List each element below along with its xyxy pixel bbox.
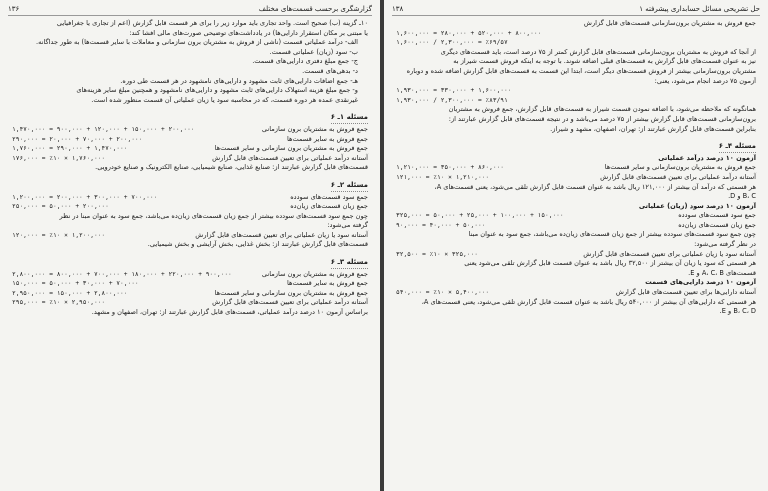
- text-line: آزمون ۷۵ درصد انجام می‌شود، یعنی:: [654, 76, 756, 85]
- formula: ۱,۹۳۰,۰۰۰ / ۲,۳۰۰,۰۰۰ = ٪۸۳/۹۱: [396, 96, 508, 104]
- text-line: چون جمع سود قسمت‌های سودده بیشتر از جمع زیان قسمت‌های زیان‌ده می‌باشد، جمع سود به عنوان مبنا: [468, 230, 756, 239]
- text-line: قسمت‌های قابل گزارش عبارتند از: صنایع غذایی، صنایع شیمیایی، صنایع الکترونیک و صنایع خودرویی.: [95, 163, 368, 172]
- calc-row: آستانه سود یا زیان عملیاتی برای تعیین قسمت‌های قابل گزارش ۱۲۰,۰۰۰ = ٪۱۰ × ۱,۲۰۰,۰۰۰: [12, 230, 368, 239]
- right-page-content: [396, 19, 756, 487]
- calc-row: جمع فروش به سایر قسمت‌ها ۲۹۰,۰۰۰ = ۲۰,۰۰۰ + ۷۰,۰۰۰ + ۲۰۰,۰۰۰: [12, 134, 368, 143]
- text-line: و- جمع مبلغ هزینه استهلاک دارایی‌های ثابت مشهود و دارایی‌های نامشهود و همچنین مبلغ سایر هزینه‌های: [76, 86, 358, 95]
- left-page-number: ۱۳۶: [8, 5, 20, 13]
- text-line: B، C، D و E.: [719, 307, 756, 316]
- formula: ۱,۶۰۰,۰۰۰ / ۲,۳۰۰,۰۰۰ = ٪۶۹/۵۷: [396, 39, 508, 47]
- text-line: هر قسمتی که دارایی‌های آن بیشتر از ۵۴۰,۰۰۰ ریال باشد به عنوان قسمت قابل گزارش تلقی می‌شود، یعنی قسمت‌های A،: [421, 297, 756, 306]
- test-heading: آزمون ۱۰ درصد درآمد عملیاتی: [658, 153, 756, 162]
- calc-row: جمع زیان قسمت‌های زیان‌ده ۹۰,۰۰۰ = ۴۰,۰۰۰ + ۵۰,۰۰۰: [396, 220, 756, 229]
- text-line: یا مبتنی بر مکان استقرار دارایی‌ها) در یادداشت‌های توضیحی صورت‌های مالی افشا کند:: [129, 28, 368, 37]
- text-line: ۱۰ـ گزینه (ب) صحیح است. واحد تجاری باید موارد زیر را برای هر قسمت قابل گزارش (اعم از تجاری یا جغرافیایی: [56, 19, 368, 27]
- text-line: مشتریان برون‌سازمانی بیشتر از فروش قسمت‌های دیگر است، ابتدا این قسمت به قسمت‌های قابل گزارش اضافه شده و دوباره: [406, 66, 756, 75]
- text-line: براساس آزمون ۱۰ درصد درآمد عملیاتی، قسمت‌های قابل گزارش عبارتند از: تهران، اصفهان و مشهد.: [91, 308, 368, 317]
- text-line: B، C و D.: [728, 192, 756, 201]
- right-page-header: [392, 3, 760, 16]
- text-line: بنابراین قسمت‌های قابل گزارش عبارتند از: تهران، اصفهان، مشهد و شیراز.: [550, 124, 756, 133]
- calc-row: جمع فروش به مشتریان برون سازمانی و سایر قسمت‌ها ۲,۹۵۰,۰۰۰ = ۱۵۰,۰۰۰ + ۲,۸۰۰,۰۰۰: [12, 288, 368, 297]
- text-line: هر قسمتی که درآمد آن بیشتر از ۱۲۱,۰۰۰ ریال باشد به عنوان قسمت قابل گزارش تلقی می‌شود، یعنی قسمت‌های A،: [434, 182, 756, 191]
- problem-heading: مسئله ۱ـ ۶: [331, 113, 368, 124]
- calc-row: جمع زیان قسمت‌های زیان‌ده ۲۵۰,۰۰۰ = ۵۰,۰۰۰ + ۲۰۰,۰۰۰: [12, 202, 368, 211]
- text-line: هر قسمتی که سود یا زیان آن بیشتر از ۳۲,۵۰۰ ریال باشد به عنوان قسمت قابل گزارش تلقی می‌شود یعنی: [464, 259, 756, 268]
- text-line: غیرنقدی عمده هر دوره قسمت، که در محاسبه سود یا زیان عملیاتی آن قسمت منظور شده است.: [91, 95, 358, 104]
- text-line: همانگونه که ملاحظه می‌شود، با اضافه نمودن قسمت شیراز به قسمت‌های قابل گزارش، جمع فروش به مشتریان: [448, 105, 756, 114]
- calc-row: آستانه درآمد عملیاتی برای تعیین قسمت‌های قابل گزارش ۱۷۶,۰۰۰ = ٪۱۰ × ۱,۷۶۰,۰۰۰: [12, 153, 368, 162]
- calc-row: آستانه درآمد عملیاتی برای تعیین قسمت‌های قابل گزارش ۲۹۵,۰۰۰ = ٪۱۰ × ۲,۹۵۰,۰۰۰: [12, 298, 368, 307]
- formula: ۱,۹۳۰,۰۰۰ = ۳۳۰,۰۰۰ + ۱,۶۰۰,۰۰۰: [396, 87, 512, 95]
- problem-heading: مسئله ۲ـ ۶: [331, 181, 368, 192]
- calc-row: جمع سود قسمت‌های سودده ۱,۲۰۰,۰۰۰ = ۲۰۰,۰۰۰ + ۳۰۰,۰۰۰ + ۷۰۰,۰۰۰: [12, 192, 368, 201]
- calc-row: آستانه دارایی‌ها برای تعیین قسمت‌های قابل گزارش ۵۴۰,۰۰۰ = ٪۱۰ × ۵,۴۰۰,۰۰۰: [396, 288, 756, 297]
- test-heading: آزمون ۱۰ درصد دارایی‌های قسمت: [645, 278, 756, 287]
- problem-heading: مسئله ۴ـ ۶: [719, 142, 756, 153]
- text-line: چون جمع سود قسمت‌های سودده بیشتر از جمع زیان قسمت‌های زیان‌ده می‌باشد، جمع سود به عنوان مبنا در نظر: [59, 211, 368, 220]
- text-line: هـ- جمع اضافات دارایی‌های ثابت مشهود و دارایی‌های نامشهود در هر قسمت طی دوره.: [120, 76, 358, 85]
- text-line: برون‌سازمانی قسمت‌های قابل گزارش بیشتر از ۷۵ درصد می‌باشد و در نتیجه قسمت‌های قابل گزارش عبارتند از:: [448, 114, 756, 123]
- text-line: الف- درآمد عملیاتی قسمت (ناشی از فروش به مشتریان برون سازمانی و معاملات با سایر قسمت‌ها) به طور جداگانه.: [36, 38, 358, 47]
- calc-row: جمع فروش به مشتریان برون سازمانی ۲,۸۰۰,۰۰۰ = ۸۰۰,۰۰۰ + ۷۰۰,۰۰۰ + ۱۸۰,۰۰۰ + ۲۲۰,۰۰۰ + ۹۰۰,۰۰۰: [12, 269, 368, 278]
- calc-row: جمع فروش به مشتریان برون سازمانی و سایر قسمت‌ها ۱,۷۶۰,۰۰۰ = ۲۹۰,۰۰۰ + ۱,۴۷۰,۰۰۰: [12, 144, 368, 153]
- text-line: قسمت‌های A، C، B و E.: [688, 268, 756, 277]
- text-line: نیز به عنوان قسمت‌های قابل گزارش به قسمت‌های قبلی اضافه شوند. با توجه به اینکه فروش قسمت شیراز به: [453, 57, 756, 66]
- left-page-header: [8, 3, 372, 16]
- formula: ۱,۶۰۰,۰۰۰ = ۲۸۰,۰۰۰ + ۵۲۰,۰۰۰ + ۸۰۰,۰۰۰: [396, 29, 542, 37]
- text-line: ج- جمع مبلغ دفتری دارایی‌های قسمت.: [252, 57, 358, 66]
- text-line: جمع فروش به مشتریان برون‌سازمانی قسمت‌های قابل گزارش: [583, 19, 756, 27]
- calc-row: آستانه درآمد عملیاتی برای تعیین قسمت‌های قابل گزارش ۱۲۱,۰۰۰ = ٪۱۰ × ۱,۲۱۰,۰۰۰: [396, 172, 756, 181]
- text-line: قسمت‌های قابل گزارش عبارتند از: بخش غذایی، بخش آرایشی و بخش شیمیایی.: [147, 240, 368, 249]
- text-line: در نظر گرفته می‌شود:: [694, 240, 756, 249]
- calc-row: جمع فروش به سایر قسمت‌ها ۱۵۰,۰۰۰ = ۵۰,۰۰۰ + ۳۰,۰۰۰ + ۷۰,۰۰۰: [12, 279, 368, 288]
- right-header-title: حل تشریحی مسائل حسابداری پیشرفته ۱: [639, 5, 760, 13]
- calc-row: جمع سود قسمت‌های سودده ۳۲۵,۰۰۰ = ۵۰,۰۰۰ + ۲۵,۰۰۰ + ۱۰۰,۰۰۰ + ۱۵۰,۰۰۰: [396, 211, 756, 220]
- left-page-content: [12, 19, 368, 487]
- text-line: گرفته می‌شود:: [327, 221, 368, 230]
- text-line: ب- سود (زیان) عملیاتی قسمت.: [269, 47, 358, 56]
- test-heading: آزمون ۱۰ درصد سود (زیان) عملیاتی: [638, 201, 756, 210]
- text-line: از آنجا که فروش به مشتریان برون‌سازمانی قسمت‌های قابل گزارش کمتر از ۷۵ درصد است، باید قسمت‌های دیگری: [440, 47, 756, 56]
- left-header-title: گزارشگری برحسب قسمت‌های مختلف: [258, 5, 372, 13]
- text-line: د- بدهی‌های قسمت.: [302, 66, 358, 75]
- right-page-number: ۱۳۸: [392, 5, 404, 13]
- calc-row: جمع فروش به مشتریان برون سازمانی ۱,۴۷۰,۰۰۰ = ۹۰۰,۰۰۰ + ۱۲۰,۰۰۰ + ۱۵۰,۰۰۰ + ۲۰۰,۰۰۰: [12, 124, 368, 133]
- right-page: [384, 0, 768, 491]
- left-page: [0, 0, 380, 491]
- calc-row: جمع فروش به مشتریان برون‌سازمانی و سایر قسمت‌ها ۱,۲۱۰,۰۰۰ = ۳۵۰,۰۰۰ + ۸۶۰,۰۰۰: [396, 163, 756, 172]
- calc-row: آستانه سود یا زیان عملیاتی برای تعیین قسمت‌های قابل گزارش ۳۲,۵۰۰ = ٪۱۰ × ۳۲۵,۰۰۰: [396, 249, 756, 258]
- problem-heading: مسئله ۳ـ ۶: [331, 258, 368, 269]
